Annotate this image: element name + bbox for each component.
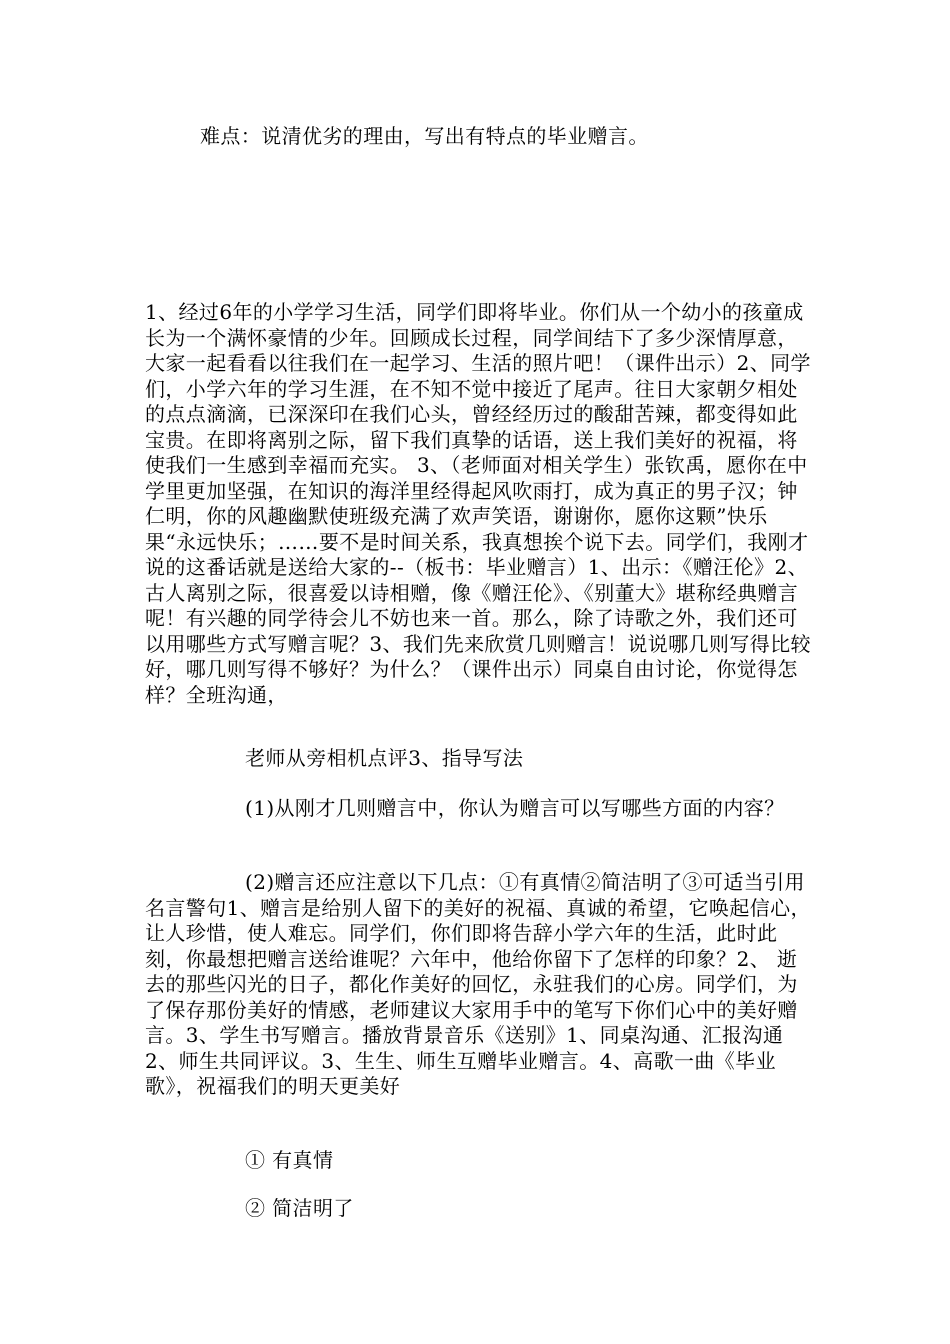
- list-item-sincerity: ① 有真情: [245, 1148, 334, 1172]
- writing-point-1-paragraph: (1)从刚才几则赠言中，你认为赠言可以写哪些方面的内容？: [245, 796, 785, 820]
- list-item-concise: ② 简洁明了: [245, 1196, 354, 1220]
- lesson-process-paragraph: 1、经过6年的小学学习生活，同学们即将毕业。你们从一个幼小的孩童成长为一个满怀豪情的少年。回顾成长过程，同学间结下了多少深情厚意，大家一起看看以往我们在一起学习、生活的照片吧！（课件出示）2、同学们，小学六年的学习生涯，在不知不觉中接近了尾声。往日大家朝夕相处的点点滴滴，已深深印在我们心头，曾经经历过的酸甜苦辣，都变得如此宝贵。在即将离别之际，留下我们真挚的话语，送上我们美好的祝福，将使我们一生感到幸福而充实。 3、（老师面对相关学生）张钦禹，愿你在中学里更加坚强，在知识的海洋里经得起风吹雨打，成为真正的男子汉；钟仁明，你的风趣幽默使班级充满了欢声笑语，谢谢你，愿你这颗”快乐果“永远快乐；……要不是时间关系，我真想挨个说下去。同学们，我刚才说的这番话就是送给大家的--（板书：毕业赠言）1、出示：《赠汪伦》2、古人离别之际，很喜爱以诗相赠，像《赠汪伦》、《别董大》堪称经典赠言呢！有兴趣的同学待会儿不妨也来一首。那么，除了诗歌之外，我们还可以用哪些方式写赠言呢？3、我们先来欣赏几则赠言！说说哪几则写得比较好，哪几则写得不够好？为什么？（课件出示）同桌自由讨论，你觉得怎样？全班沟通，: [145, 300, 811, 707]
- writing-point-2-paragraph: (2)赠言还应注意以下几点：①有真情②简洁明了③可适当引用名言警句1、赠言是给别人留下的美好的祝福、真诚的希望，它唤起信心，让人珍惜，使人难忘。同学们，你们即将告辞小学六年的生活，此时此刻，你最想把赠言送给谁呢？六年中，他给你留下了怎样的印象？2、 逝去的那些闪光的日子，都化作美好的回忆，永驻我们的心房。同学们，为了保存那份美好的情感，老师建议大家用手中的笔写下你们心中的美好赠言。3、学生书写赠言。播放背景音乐《送别》1、同桌沟通、汇报沟通2、师生共同评议。3、生生、师生互赠毕业赠言。4、高歌一曲《毕业歌》，祝福我们的明天更美好: [145, 870, 811, 1098]
- teacher-comment-paragraph: 老师从旁相机点评3、指导写法: [245, 746, 524, 770]
- difficulty-paragraph: 难点：说清优劣的理由，写出有特点的毕业赠言。: [200, 124, 649, 148]
